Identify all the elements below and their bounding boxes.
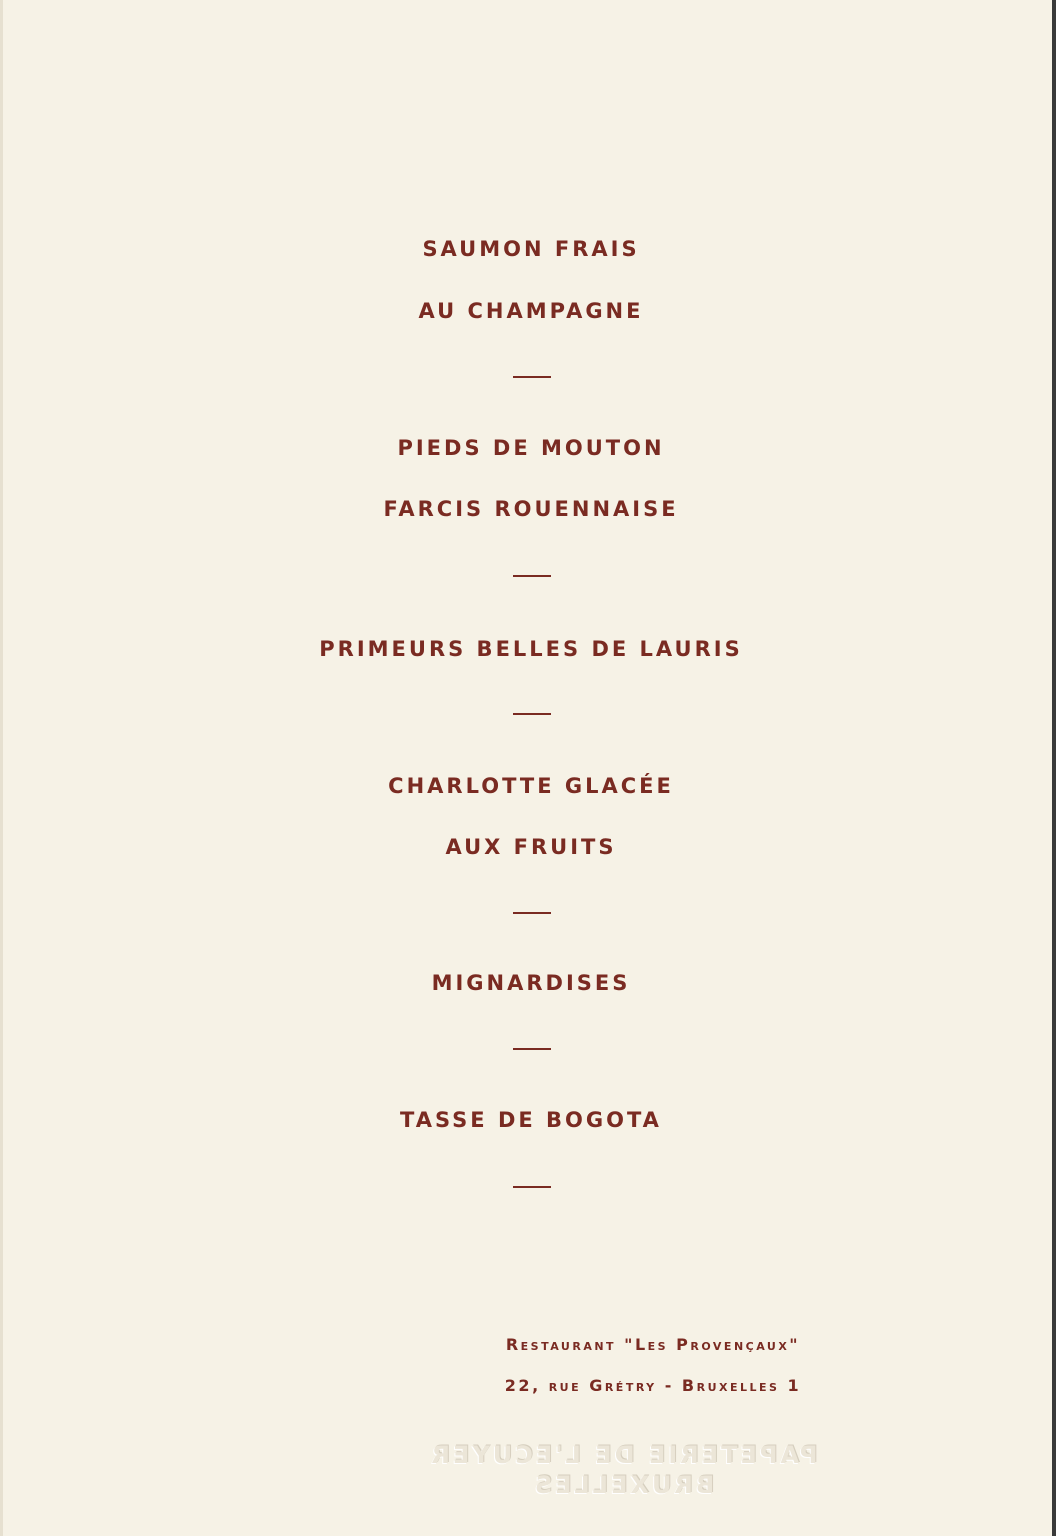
course-2-line-2: FARCIS ROUENNAISE	[383, 497, 679, 521]
restaurant-name	[403, 1335, 903, 1354]
course-separator	[513, 912, 551, 914]
restaurant-address	[403, 1376, 903, 1395]
restaurant-name-text: Restaurant "Les Provençaux"	[505, 1335, 801, 1354]
course-separator	[513, 1186, 551, 1188]
course-4-line-2: AUX FRUITS	[445, 835, 617, 859]
course-5-line-1: MIGNARDISES	[431, 971, 631, 995]
emboss-line-2: BRUXELLES	[531, 1471, 715, 1499]
course-separator	[513, 1048, 551, 1050]
course-separator	[513, 575, 551, 577]
course-6-line-1: TASSE DE BOGOTA	[400, 1108, 662, 1132]
printer-emboss-stamp	[423, 1440, 823, 1510]
course-2-line-1: PIEDS DE MOUTON	[397, 436, 665, 460]
restaurant-address-text: 22, rue Grétry - Bruxelles 1	[504, 1376, 802, 1395]
course-1-line-2: AU CHAMPAGNE	[418, 299, 644, 323]
course-3-line-1: PRIMEURS BELLES DE LAURIS	[319, 637, 743, 661]
course-separator	[513, 376, 551, 378]
course-4-line-1: CHARLOTTE GLACÉE	[388, 774, 674, 798]
course-separator	[513, 713, 551, 715]
emboss-line-1: PAPETERIE DE L'ECUYER	[428, 1441, 818, 1469]
course-1-line-1: SAUMON FRAIS	[422, 237, 640, 261]
